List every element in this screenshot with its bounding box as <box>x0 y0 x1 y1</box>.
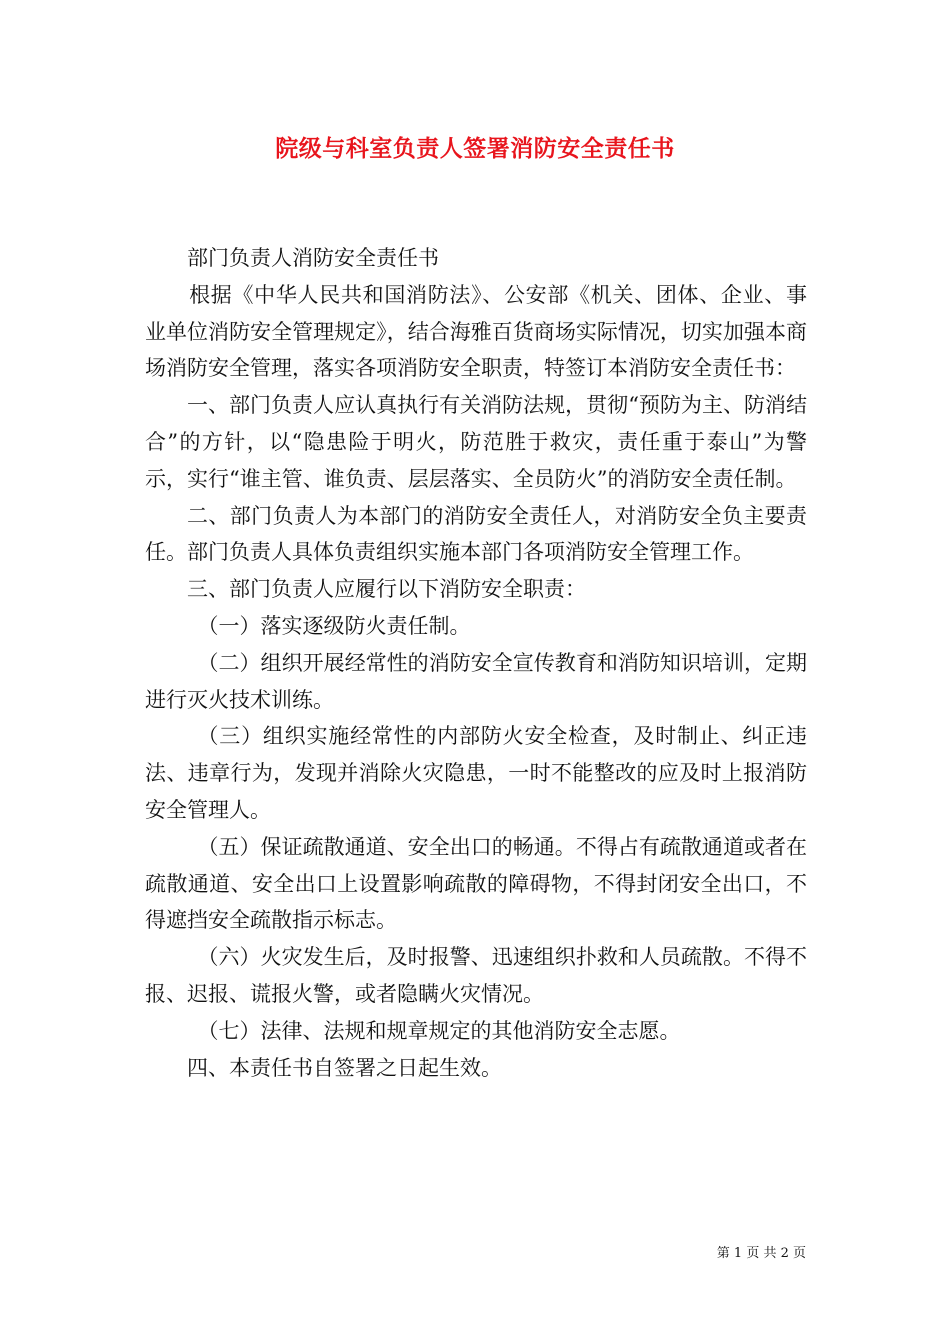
duty-item-7: （七）法律、法规和规章规定的其他消防安全志愿。 <box>197 1018 681 1043</box>
clause-three: 三、部门负责人应履行以下消防安全职责： <box>187 577 586 602</box>
document-body <box>145 240 807 1086</box>
document-title: 院级与科室负责人签署消防安全责任书 <box>275 135 675 162</box>
duty-item-3: （三）组织实施经常性的内部防火安全检查，及时制止、纠正违法、违章行为，发现并消除火灾隐患，一时不能整改的应及时上报消防安全管理人。 <box>145 724 807 822</box>
duty-item-5: （五）保证疏散通道、安全出口的畅通。不得占有疏散通道或者在疏散通道、安全出口上设置影响疏散的障碍物，不得封闭安全出口，不得遮挡安全疏散指示标志。 <box>145 834 807 933</box>
duty-item-6: （六）火灾发生后，及时报警、迅速组织扑救和人员疏散。不得不报、迟报、谎报火警，或者隐瞒火灾情况。 <box>145 945 807 1006</box>
intro-paragraph: 根据《中华人民共和国消防法》、公安部《机关、团体、企业、事业单位消防安全管理规定》，结合海雅百货商场实际情况，切实加强本商场消防安全管理，落实各项消防安全职责，特签订本消防安全责任书： <box>145 282 807 381</box>
section-heading: 部门负责人消防安全责任书 <box>187 246 439 270</box>
clause-two: 二、部门负责人为本部门的消防安全责任人，对消防安全负主要责任。部门负责人具体负责组织实施本部门各项消防安全管理工作。 <box>145 503 807 565</box>
duty-item-1: （一）落实逐级防火责任制。 <box>197 613 471 638</box>
page-number: 第 1 页 共 2 页 <box>716 1246 806 1261</box>
clause-one: 一、部门负责人应认真执行有关消防法规，贯彻“预防为主、防消结合”的方针，以“隐患险于明火，防范胜于救灾，责任重于泰山”为警示，实行“谁主管、谁负责、层层落实、全员防火”的消防安全责任制。 <box>145 393 807 491</box>
clause-four: 四、本责任书自签署之日起生效。 <box>187 1055 502 1080</box>
duty-item-2: （二）组织开展经常性的消防安全宣传教育和消防知识培训，定期进行灭火技术训练。 <box>145 650 807 712</box>
